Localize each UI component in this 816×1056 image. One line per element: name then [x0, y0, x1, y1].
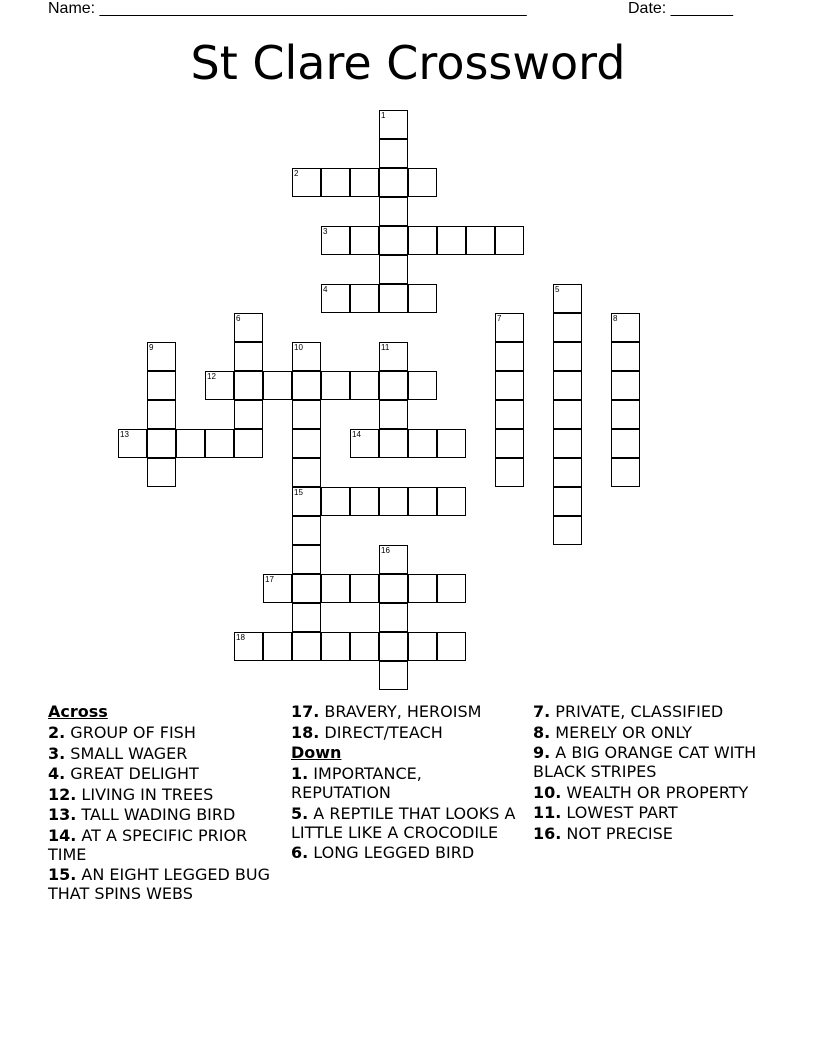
clue-number: 16: [381, 546, 390, 555]
clue-item: [48, 764, 283, 783]
grid-cell[interactable]: [437, 574, 466, 603]
grid-cell[interactable]: [292, 545, 321, 574]
grid-cell[interactable]: [321, 574, 350, 603]
clue-item-number: 15.: [48, 865, 77, 884]
clue-item-number: 16.: [533, 823, 562, 843]
grid-cell[interactable]: [263, 632, 292, 661]
grid-cell[interactable]: [379, 487, 408, 516]
down-clue-list-continued: [533, 702, 768, 843]
clue-item-number: 14.: [48, 825, 77, 845]
clue-item-number: 7.: [533, 702, 551, 721]
clue-item-number: 10.: [533, 782, 562, 802]
clue-item-text: BRAVERY, HEROISM: [319, 702, 482, 721]
grid-cell[interactable]: [205, 429, 234, 458]
down-clue-list: [291, 764, 526, 862]
grid-cell[interactable]: [147, 400, 176, 429]
clue-number: 9: [149, 343, 154, 352]
grid-cell[interactable]: [292, 632, 321, 661]
grid-cell[interactable]: [379, 574, 408, 603]
grid-cell[interactable]: [495, 400, 524, 429]
clue-number: 1: [381, 111, 386, 120]
clue-item-text: LONG LEGGED BIRD: [308, 843, 475, 862]
grid-cell[interactable]: [379, 226, 408, 255]
grid-cell[interactable]: [553, 342, 582, 371]
grid-cell[interactable]: [379, 371, 408, 400]
grid-cell[interactable]: [350, 371, 379, 400]
grid-cell[interactable]: [379, 661, 408, 690]
grid-cell[interactable]: [611, 429, 640, 458]
grid-cell[interactable]: [292, 603, 321, 632]
clue-item: [533, 783, 768, 802]
clue-item-text: TALL WADING BIRD: [76, 805, 236, 824]
grid-cell[interactable]: [147, 458, 176, 487]
grid-cell[interactable]: [611, 371, 640, 400]
grid-cell[interactable]: [147, 429, 176, 458]
clue-item: [533, 743, 768, 781]
grid-cell[interactable]: [350, 168, 379, 197]
clue-item-text: PRIVATE, CLASSIFIED: [550, 702, 724, 721]
clue-item: [533, 702, 768, 721]
clue-item-text: IMPORTANCE, REPUTATION: [291, 764, 422, 802]
grid-cell[interactable]: [379, 603, 408, 632]
grid-cell[interactable]: [611, 400, 640, 429]
clue-number: 15: [294, 488, 303, 497]
clue-item-text: LIVING IN TREES: [76, 784, 214, 804]
grid-cell[interactable]: [408, 487, 437, 516]
grid-cell[interactable]: [379, 284, 408, 313]
clue-item-text: MERELY OR ONLY: [550, 722, 693, 742]
clue-item-text: GROUP OF FISH: [65, 723, 196, 742]
clue-number: 2: [294, 169, 299, 178]
grid-cell[interactable]: [553, 429, 582, 458]
clue-item: [48, 723, 283, 742]
grid-cell[interactable]: [292, 371, 321, 400]
grid-cell[interactable]: [379, 400, 408, 429]
grid-cell[interactable]: [176, 429, 205, 458]
clue-number: 6: [236, 314, 241, 323]
grid-cell[interactable]: [321, 632, 350, 661]
grid-cell[interactable]: [350, 284, 379, 313]
clue-item: [48, 744, 283, 763]
across-heading: Across: [48, 702, 108, 721]
clue-item-text: NOT PRECISE: [561, 823, 673, 843]
date-field-label[interactable]: Date: _______: [628, 0, 733, 17]
grid-cell[interactable]: [379, 255, 408, 284]
across-clue-list-continued: [291, 702, 526, 742]
clue-item-text: DIRECT/TEACH: [319, 722, 443, 742]
clue-item-text: LOWEST PART: [561, 803, 678, 822]
grid-cell[interactable]: [379, 632, 408, 661]
clue-number: 3: [323, 227, 328, 236]
clue-item-number: 8.: [533, 722, 551, 742]
clue-item-text: A REPTILE THAT LOOKS A LITTLE LIKE A CROCODILE: [291, 803, 516, 842]
grid-cell[interactable]: [292, 516, 321, 545]
clue-number: 17: [265, 575, 274, 584]
grid-cell[interactable]: [495, 371, 524, 400]
clue-item-number: 12.: [48, 784, 77, 804]
grid-cell[interactable]: [437, 487, 466, 516]
clue-item-number: 17.: [291, 702, 320, 721]
clue-item-text: AN EIGHT LEGGED BUG THAT SPINS WEBS: [48, 865, 270, 903]
clues-column-2: [291, 702, 526, 864]
clue-item-number: 3.: [48, 743, 66, 763]
clues-column-3: [533, 702, 768, 844]
clue-number: 5: [555, 285, 560, 294]
grid-cell[interactable]: [321, 487, 350, 516]
clue-number: 18: [236, 633, 245, 642]
clue-number: 10: [294, 343, 303, 352]
grid-cell[interactable]: [408, 226, 437, 255]
clue-item-number: 9.: [533, 743, 551, 762]
grid-cell[interactable]: [408, 574, 437, 603]
grid-cell[interactable]: [350, 487, 379, 516]
clue-item: [291, 723, 526, 742]
grid-cell[interactable]: [321, 168, 350, 197]
grid-cell[interactable]: [408, 284, 437, 313]
grid-cell[interactable]: [611, 342, 640, 371]
grid-cell[interactable]: [437, 226, 466, 255]
clues-column-1: [48, 702, 283, 905]
clue-number: 4: [323, 285, 328, 294]
grid-cell[interactable]: [321, 371, 350, 400]
clue-item-text: GREAT DELIGHT: [65, 764, 199, 783]
clue-item-text: A BIG ORANGE CAT WITH BLACK STRIPES: [533, 743, 757, 781]
across-clue-list: [48, 723, 283, 903]
grid-cell[interactable]: [495, 429, 524, 458]
grid-cell[interactable]: [350, 574, 379, 603]
grid-cell[interactable]: [234, 400, 263, 429]
grid-cell[interactable]: [437, 429, 466, 458]
clue-number: 11: [381, 343, 390, 352]
grid-cell[interactable]: [408, 371, 437, 400]
grid-cell[interactable]: [495, 226, 524, 255]
grid-cell[interactable]: [553, 458, 582, 487]
clue-item: [48, 785, 283, 804]
grid-cell[interactable]: [495, 342, 524, 371]
grid-cell[interactable]: [553, 371, 582, 400]
clue-item: [48, 826, 283, 864]
page-title: St Clare Crossword: [190, 36, 626, 90]
grid-cell[interactable]: [292, 429, 321, 458]
clue-item: [48, 865, 283, 903]
clue-item: [291, 843, 526, 862]
grid-cell[interactable]: [495, 458, 524, 487]
grid-cell[interactable]: [379, 168, 408, 197]
clue-number: 12: [207, 372, 216, 381]
grid-cell[interactable]: [292, 400, 321, 429]
clue-item-number: 2.: [48, 723, 66, 742]
grid-cell[interactable]: [147, 371, 176, 400]
grid-cell[interactable]: [379, 429, 408, 458]
grid-cell[interactable]: [553, 400, 582, 429]
grid-cell[interactable]: [292, 574, 321, 603]
clue-item-number: 1.: [291, 764, 309, 783]
clue-item: [291, 702, 526, 721]
grid-cell[interactable]: [350, 226, 379, 255]
clue-item-number: 6.: [291, 843, 309, 862]
clue-item: [48, 805, 283, 824]
grid-cell[interactable]: [553, 516, 582, 545]
clue-number: 7: [497, 314, 502, 323]
clue-item: [533, 723, 768, 742]
clue-item-number: 13.: [48, 805, 77, 824]
grid-cell[interactable]: [553, 313, 582, 342]
clue-item-number: 11.: [533, 803, 562, 822]
clue-number: 14: [352, 430, 361, 439]
clue-item-number: 5.: [291, 803, 309, 823]
grid-cell[interactable]: [234, 429, 263, 458]
clue-item: [533, 824, 768, 843]
grid-cell[interactable]: [466, 226, 495, 255]
grid-cell[interactable]: [408, 168, 437, 197]
clue-number: 13: [120, 430, 129, 439]
clue-item: [533, 803, 768, 822]
clue-item-number: 4.: [48, 764, 66, 783]
clue-item-text: SMALL WAGER: [65, 743, 188, 763]
grid-cell[interactable]: [379, 139, 408, 168]
grid-cell[interactable]: [350, 632, 379, 661]
clue-item: [291, 764, 526, 802]
clue-item-text: AT A SPECIFIC PRIOR TIME: [48, 825, 248, 864]
grid-cell[interactable]: [379, 197, 408, 226]
grid-cell[interactable]: [408, 429, 437, 458]
clue-number: 8: [613, 314, 618, 323]
clue-item: [291, 804, 526, 842]
grid-cell[interactable]: [292, 458, 321, 487]
name-field-label[interactable]: Name: ________________________________________________: [48, 0, 527, 17]
grid-cell[interactable]: [437, 632, 466, 661]
grid-cell[interactable]: [234, 342, 263, 371]
down-heading: Down: [291, 743, 342, 762]
grid-cell[interactable]: [408, 632, 437, 661]
grid-cell[interactable]: [263, 371, 292, 400]
grid-cell[interactable]: [234, 371, 263, 400]
grid-cell[interactable]: [553, 487, 582, 516]
clue-item-number: 18.: [291, 722, 320, 742]
clue-item-text: WEALTH OR PROPERTY: [561, 782, 749, 802]
grid-cell[interactable]: [611, 458, 640, 487]
